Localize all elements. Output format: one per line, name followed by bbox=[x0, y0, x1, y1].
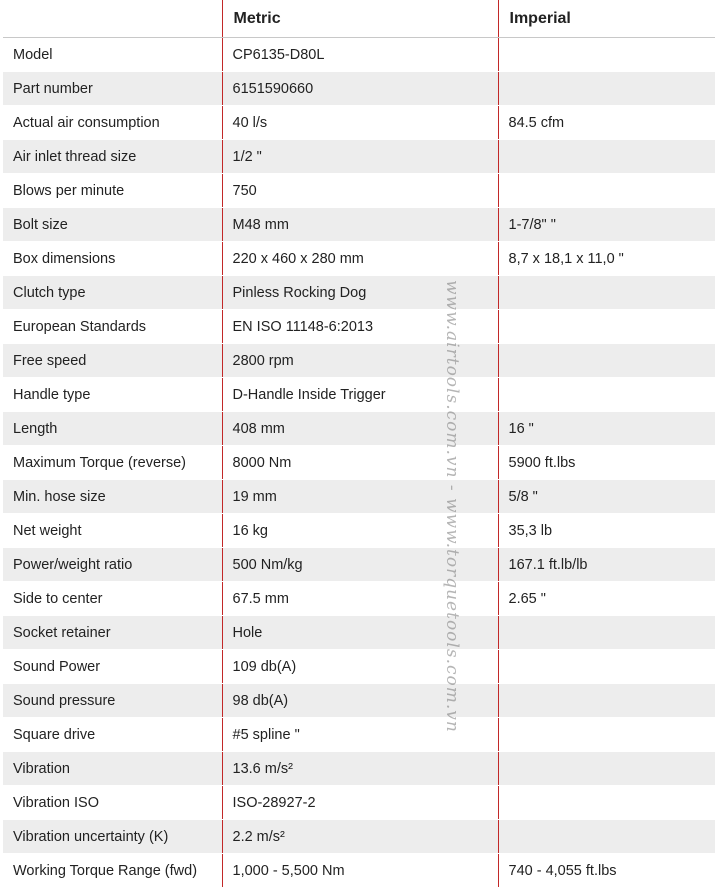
row-imperial-value bbox=[498, 820, 715, 854]
row-imperial-value bbox=[498, 378, 715, 412]
table-row bbox=[3, 344, 715, 378]
row-metric-value: Pinless Rocking Dog bbox=[222, 276, 498, 310]
table-row bbox=[3, 446, 715, 480]
table-row bbox=[3, 38, 715, 72]
spec-table-header bbox=[3, 0, 715, 38]
row-metric-value: 500 Nm/kg bbox=[222, 548, 498, 582]
row-metric-value: M48 mm bbox=[222, 208, 498, 242]
row-metric-value: 16 kg bbox=[222, 514, 498, 548]
row-imperial-value: 167.1 ft.lb/lb bbox=[498, 548, 715, 582]
header-imperial: Imperial bbox=[498, 0, 715, 38]
row-metric-value: CP6135-D80L bbox=[222, 38, 498, 72]
row-label: Air inlet thread size bbox=[3, 140, 222, 174]
row-imperial-value: 84.5 cfm bbox=[498, 106, 715, 140]
header-metric: Metric bbox=[222, 0, 498, 38]
row-label: Box dimensions bbox=[3, 242, 222, 276]
row-label: Net weight bbox=[3, 514, 222, 548]
row-label: Free speed bbox=[3, 344, 222, 378]
row-label: Vibration ISO bbox=[3, 786, 222, 820]
table-row bbox=[3, 106, 715, 140]
table-row bbox=[3, 276, 715, 310]
row-metric-value: 13.6 m/s² bbox=[222, 752, 498, 786]
table-row bbox=[3, 72, 715, 106]
row-metric-value: D-Handle Inside Trigger bbox=[222, 378, 498, 412]
row-imperial-value bbox=[498, 718, 715, 752]
row-label: Power/weight ratio bbox=[3, 548, 222, 582]
spec-table bbox=[3, 0, 715, 888]
watermark-text: www.airtools.com.vn - www.torquetools.com.vn bbox=[442, 280, 462, 733]
table-row bbox=[3, 514, 715, 548]
row-metric-value: 1,000 - 5,500 Nm bbox=[222, 854, 498, 888]
row-imperial-value bbox=[498, 174, 715, 208]
row-imperial-value bbox=[498, 684, 715, 718]
row-imperial-value: 2.65 " bbox=[498, 582, 715, 616]
row-metric-value: EN ISO 11148-6:2013 bbox=[222, 310, 498, 344]
table-row bbox=[3, 310, 715, 344]
row-label: Part number bbox=[3, 72, 222, 106]
row-imperial-value bbox=[498, 38, 715, 72]
row-imperial-value bbox=[498, 140, 715, 174]
table-row bbox=[3, 752, 715, 786]
row-label: Handle type bbox=[3, 378, 222, 412]
row-label: Sound pressure bbox=[3, 684, 222, 718]
table-row bbox=[3, 820, 715, 854]
table-row bbox=[3, 548, 715, 582]
table-row bbox=[3, 208, 715, 242]
row-imperial-value bbox=[498, 310, 715, 344]
row-metric-value: 750 bbox=[222, 174, 498, 208]
row-label: Min. hose size bbox=[3, 480, 222, 514]
row-imperial-value: 35,3 lb bbox=[498, 514, 715, 548]
row-imperial-value: 5900 ft.lbs bbox=[498, 446, 715, 480]
table-row bbox=[3, 378, 715, 412]
row-metric-value: 2800 rpm bbox=[222, 344, 498, 378]
table-row bbox=[3, 174, 715, 208]
row-imperial-value: 16 " bbox=[498, 412, 715, 446]
row-label: Vibration uncertainty (K) bbox=[3, 820, 222, 854]
row-imperial-value bbox=[498, 650, 715, 684]
row-label: Socket retainer bbox=[3, 616, 222, 650]
row-imperial-value: 1-7/8" " bbox=[498, 208, 715, 242]
row-label: Model bbox=[3, 38, 222, 72]
header-row bbox=[3, 0, 715, 38]
table-row bbox=[3, 412, 715, 446]
table-row bbox=[3, 480, 715, 514]
table-row bbox=[3, 684, 715, 718]
row-metric-value: 40 l/s bbox=[222, 106, 498, 140]
row-label: Square drive bbox=[3, 718, 222, 752]
row-metric-value: 2.2 m/s² bbox=[222, 820, 498, 854]
row-label: Vibration bbox=[3, 752, 222, 786]
row-label: Sound Power bbox=[3, 650, 222, 684]
row-label: Maximum Torque (reverse) bbox=[3, 446, 222, 480]
table-row bbox=[3, 140, 715, 174]
row-metric-value: 408 mm bbox=[222, 412, 498, 446]
row-metric-value: ISO-28927-2 bbox=[222, 786, 498, 820]
row-metric-value: 19 mm bbox=[222, 480, 498, 514]
row-metric-value: 220 x 460 x 280 mm bbox=[222, 242, 498, 276]
row-label: European Standards bbox=[3, 310, 222, 344]
row-label: Working Torque Range (fwd) bbox=[3, 854, 222, 888]
row-label: Actual air consumption bbox=[3, 106, 222, 140]
header-label bbox=[3, 0, 222, 38]
row-imperial-value bbox=[498, 616, 715, 650]
row-imperial-value bbox=[498, 786, 715, 820]
table-row bbox=[3, 242, 715, 276]
row-label: Side to center bbox=[3, 582, 222, 616]
row-imperial-value: 740 - 4,055 ft.lbs bbox=[498, 854, 715, 888]
row-metric-value: #5 spline " bbox=[222, 718, 498, 752]
row-metric-value: Hole bbox=[222, 616, 498, 650]
row-label: Length bbox=[3, 412, 222, 446]
row-imperial-value bbox=[498, 72, 715, 106]
row-imperial-value: 8,7 x 18,1 x 11,0 " bbox=[498, 242, 715, 276]
row-imperial-value bbox=[498, 344, 715, 378]
row-metric-value: 109 db(A) bbox=[222, 650, 498, 684]
row-imperial-value: 5/8 " bbox=[498, 480, 715, 514]
table-row bbox=[3, 650, 715, 684]
row-label: Blows per minute bbox=[3, 174, 222, 208]
row-metric-value: 1/2 " bbox=[222, 140, 498, 174]
row-label: Bolt size bbox=[3, 208, 222, 242]
row-imperial-value bbox=[498, 276, 715, 310]
table-row bbox=[3, 786, 715, 820]
table-row bbox=[3, 854, 715, 888]
row-imperial-value bbox=[498, 752, 715, 786]
table-row bbox=[3, 582, 715, 616]
row-label: Clutch type bbox=[3, 276, 222, 310]
row-metric-value: 6151590660 bbox=[222, 72, 498, 106]
row-metric-value: 98 db(A) bbox=[222, 684, 498, 718]
table-row bbox=[3, 718, 715, 752]
row-metric-value: 8000 Nm bbox=[222, 446, 498, 480]
table-row bbox=[3, 616, 715, 650]
row-metric-value: 67.5 mm bbox=[222, 582, 498, 616]
spec-table-body bbox=[3, 38, 715, 888]
